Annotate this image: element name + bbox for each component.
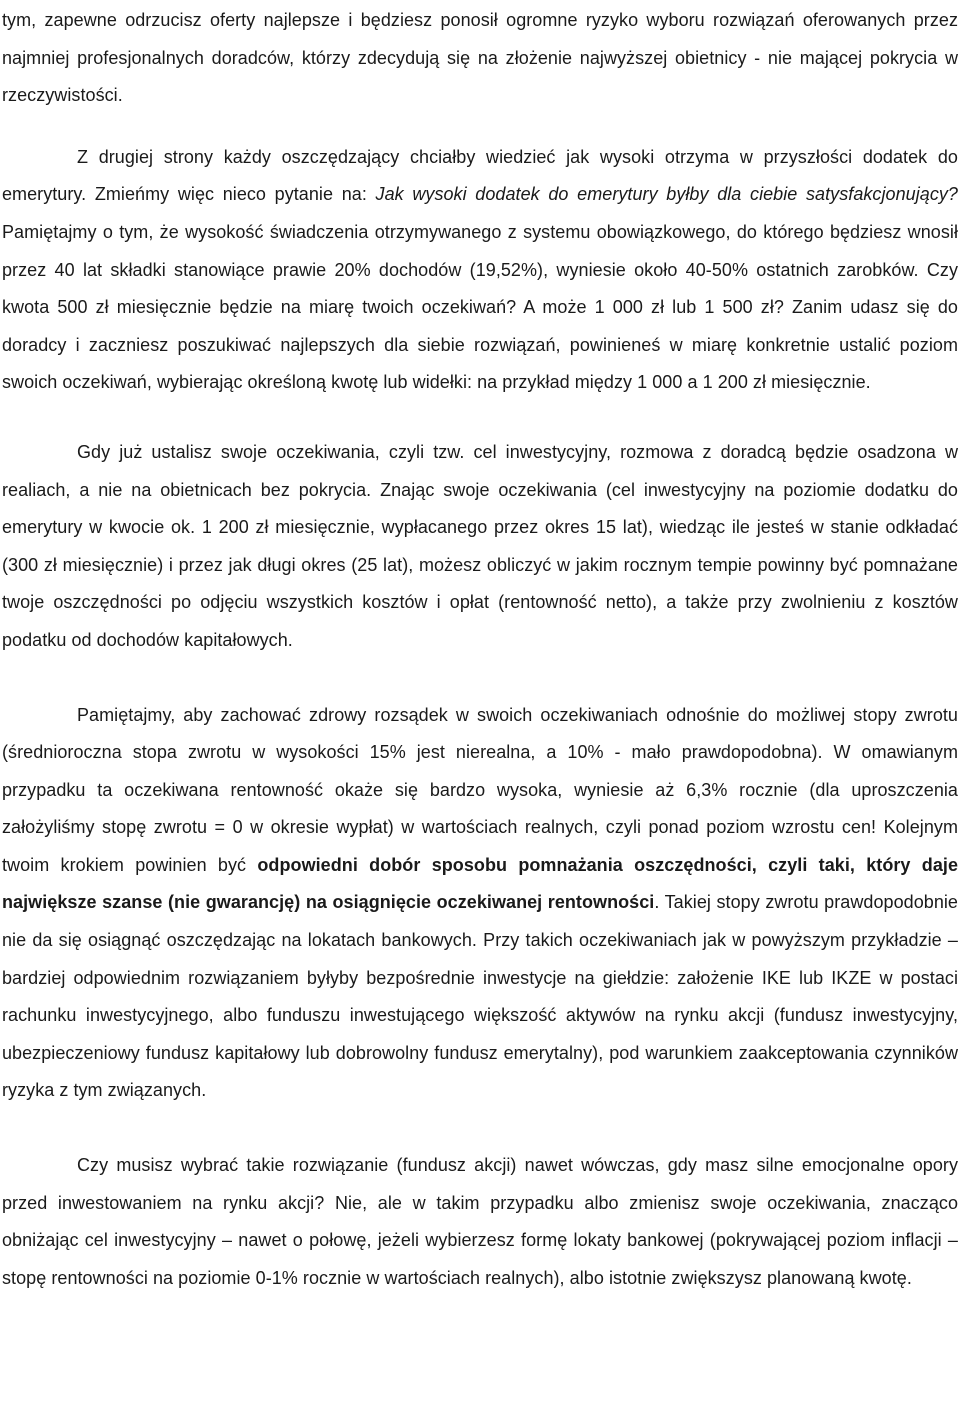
paragraph-text-b: Pamiętajmy o tym, że wysokość świadczenia otrzymywanego z systemu obowiązkowego, do którego będziesz wnosił przez 40 lat składki stanowiące prawie 20% dochodów (19,52%), wyniesie około 40-50% ostatnich zarobków. Czy kwota 500 zł miesięcznie będzie na miarę twoich oczekiwań? A może 1 000 zł lub 1 500 zł? Zanim udasz się do doradcy i zaczniesz poszukiwać najlepszych dla siebie rozwiązań, powinieneś w miarę konkretnie ustalić poziom swoich oczekiwań, wybierając określoną kwotę lub widełki: na przykład między 1 000 a 1 200 zł miesięcznie. [2,221,958,393]
paragraph-rate-of-return [2,697,958,1111]
paragraph-text-b: . Takiej stopy zwrotu prawdopodobnie nie da się osiągnąć oszczędzając na lokatach bankowych. Przy takich oczekiwaniach jak w powyższym przykładzie – bardziej odpowiednim rozwiązaniem byłyby bezpośrednie inwestycje na giełdzie: założenie IKE lub IKZE w postaci rachunku inwestycyjnego, albo funduszu inwestującego większość aktywów na rynku akcji (fundusz inwestycyjny, ubezpieczeniowy fundusz kapitałowy lub dobrowolny fundusz emerytalny), pod warunkiem zaakceptowania czynników ryzyka z tym związanych. [2,892,958,1101]
paragraph-text-a: Z drugiej strony każdy oszczędzający chciałby wiedzieć jak wysoki otrzyma w przyszłości dodatek do emerytury. Zmieńmy więc nieco pytanie na: [2,146,958,205]
paragraph-text-a: Pamiętajmy, aby zachować zdrowy rozsądek w swoich oczekiwaniach odnośnie do możliwej stopy zwrotu (średnioroczna stopa zwrotu w wysokości 15% jest nierealna, a 10% - mało prawdopodobna). W omawianym przypadku ta oczekiwana rentowność okaże się bardzo wysoka, wyniesie aż 6,3% rocznie (dla uproszczenia założyliśmy stopę zwrotu = 0 w okresie wypłat) w wartościach realnych, czyli ponad poziom wzrostu cen! Kolejnym twoim krokiem powinien być [2,704,958,875]
bold-emphasis: odpowiedni dobór sposobu pomnażania oszczędności, czyli taki, który daje największe szanse (nie gwarancję) na osiągnięcie oczekiwanej rentowności [2,854,958,913]
paragraph-text: Gdy już ustalisz swoje oczekiwania, czyli tzw. cel inwestycyjny, rozmowa z doradcą będzie osadzona w realiach, a nie na obietnicach bez pokrycia. Znając swoje oczekiwania (cel inwestycyjny na poziomie dodatku do emerytury w kwocie ok. 1 200 zł miesięcznie, wypłacanego przez okres 15 lat), wiedząc ile jesteś w stanie odkładać (300 zł miesięcznie) i przez jak długi okres (25 lat), możesz obliczyć w jakim rocznym tempie powinny być pomnażane twoje oszczędności po odjęciu wszystkich kosztów i opłat (rentowność netto), a także przy zwolnieniu z kosztów podatku od dochodów kapitałowych. [2,441,958,650]
paragraph-investment-goal [2,434,958,660]
paragraph-text: Czy musisz wybrać takie rozwiązanie (fundusz akcji) nawet wówczas, gdy masz silne emocjonalne opory przed inwestowaniem na rynku akcji? Nie, ale w takim przypadku albo zmienisz swoje oczekiwania, znacząco obniżając cel inwestycyjny – nawet o połowę, jeżeli wybierzesz formę lokaty bankowej (pokrywającej poziom inflacji – stopę rentowności na poziomie 0-1% rocznie w wartościach realnych), albo istotnie zwiększysz planowaną kwotę. [2,1155,958,1288]
document-page [0,2,960,1418]
paragraph-text: tym, zapewne odrzucisz oferty najlepsze i będziesz ponosił ogromne ryzyko wyboru rozwiązań oferowanych przez najmniej profesjonalnych doradców, którzy zdecydują się na złożenie najwyższej obietnicy - nie mającej pokrycia w rzeczywistości. [2,10,958,106]
paragraph-alternative [2,1147,958,1297]
italic-question: Jak wysoki dodatek do emerytury byłby dla ciebie satysfakcjonujący? [375,184,958,205]
paragraph-continuation [2,2,958,115]
paragraph-expectations [2,139,958,402]
